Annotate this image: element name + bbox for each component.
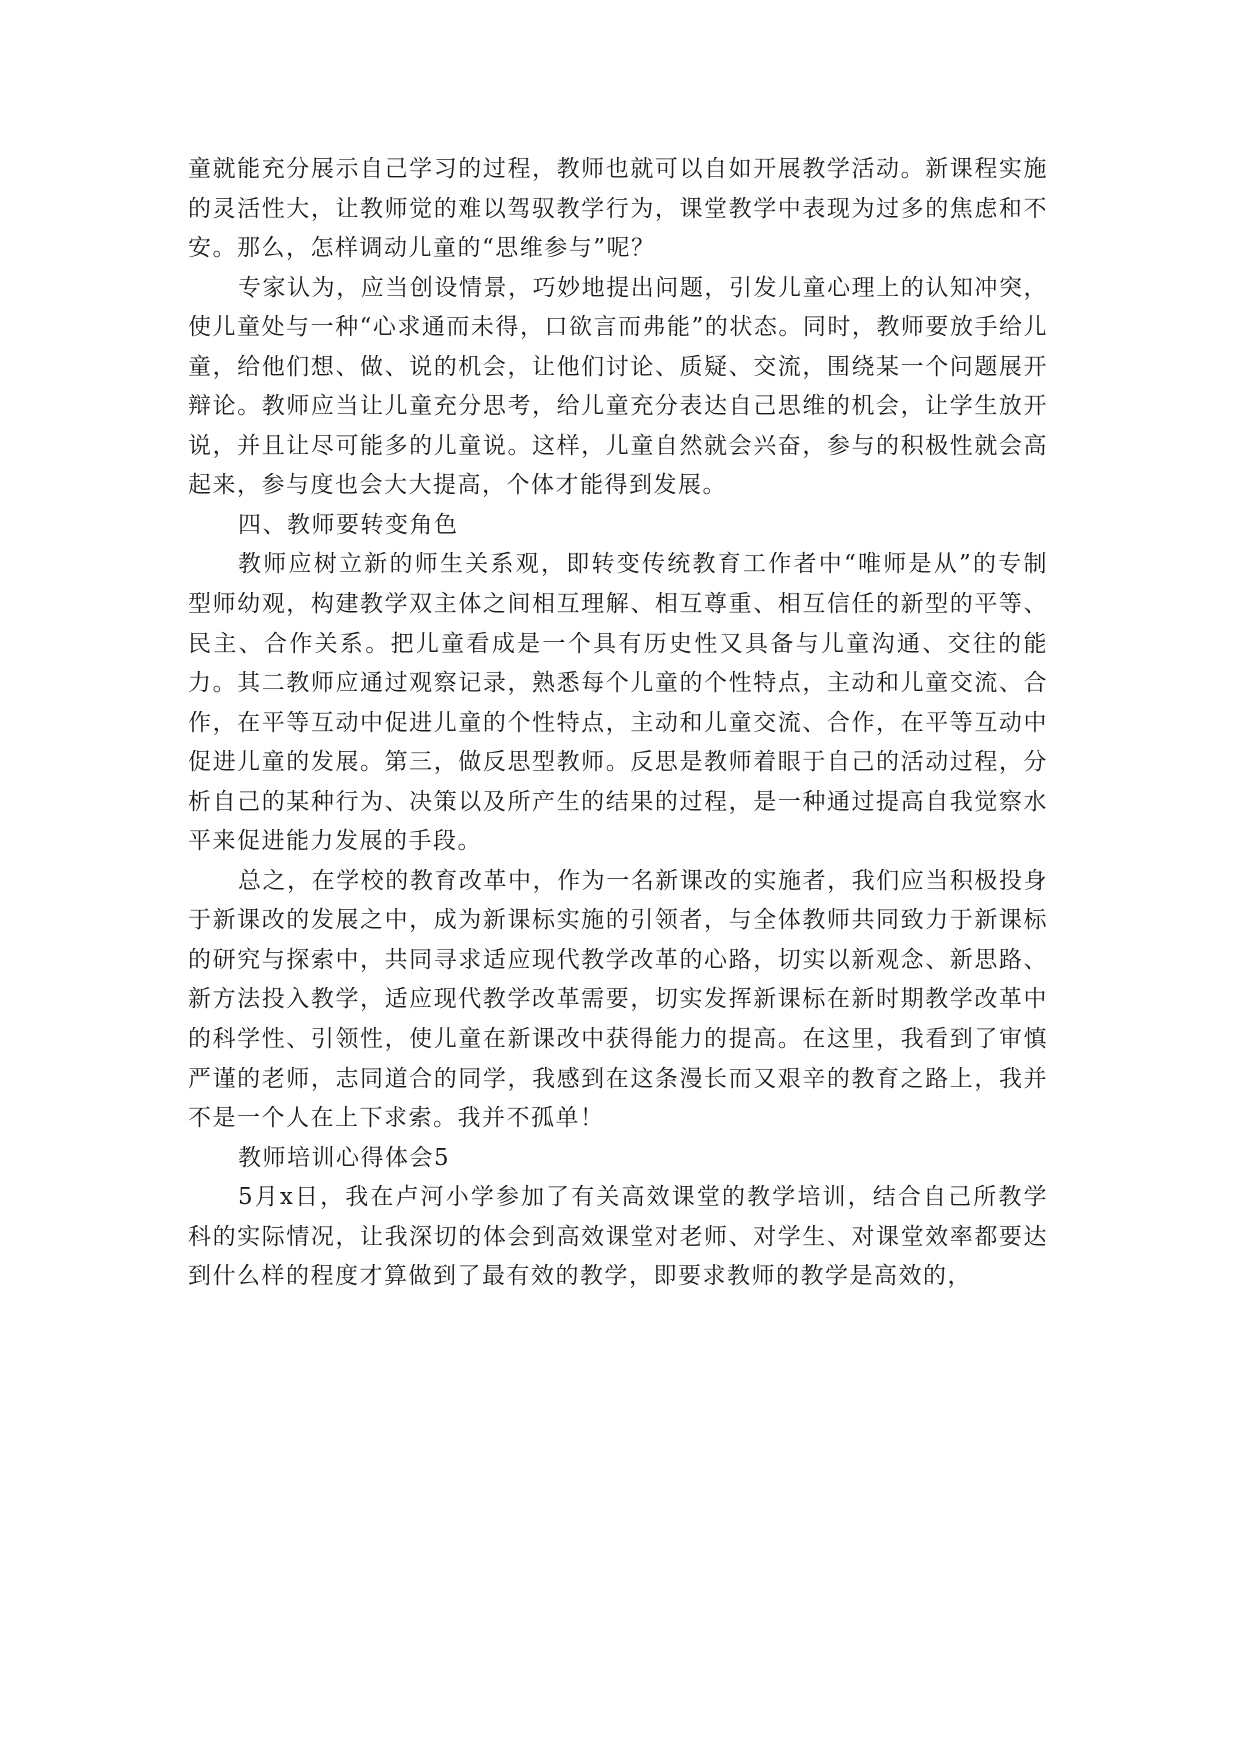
paragraph-teacher-role: 教师应树立新的师生关系观，即转变传统教育工作者中“唯师是从”的专制型师幼观，构建教学双主体之间相互理解、相互尊重、相互信任的新型的平等、民主、合作关系。把儿童看成是一个具有历史性又具备与儿童沟通、交往的能力。其二教师应通过观察记录，熟悉每个儿童的个性特点，主动和儿童交流、合作，在平等互动中促进儿童的个性特点，主动和儿童交流、合作，在平等互动中促进儿童的发展。第三，做反思型教师。反思是教师着眼于自己的活动过程，分析自己的某种行为、决策以及所产生的结果的过程，是一种通过提高自我觉察水平来促进能力发展的手段。 bbox=[188, 551, 1048, 855]
section-heading-teacher-role: 四、教师要转变角色 bbox=[238, 511, 459, 538]
section-heading-training-5: 教师培训心得体会5 bbox=[238, 1144, 451, 1171]
paragraph-continuation: 童就能充分展示自己学习的过程，教师也就可以自如开展教学活动。新课程实施的灵活性大，让教师觉的难以驾驭教学行为，课堂教学中表现为过多的焦虑和不安。那么，怎样调动儿童的“思维参与”呢？ bbox=[188, 156, 1048, 262]
paragraph-training-5: 5月x日，我在卢河小学参加了有关高效课堂的教学培训，结合自己所教学科的实际情况，让我深切的体会到高效课堂对老师、对学生、对课堂效率都要达到什么样的程度才算做到了最有效的教学，即要求教师的教学是高效的， bbox=[188, 1184, 1048, 1290]
document-body bbox=[188, 150, 1048, 1297]
paragraph-expert-opinion: 专家认为，应当创设情景，巧妙地提出问题，引发儿童心理上的认知冲突，使儿童处与一种“心求通而未得，口欲言而弗能”的状态。同时，教师要放手给儿童，给他们想、做、说的机会，让他们讨论、质疑、交流，围绕某一个问题展开辩论。教师应当让儿童充分思考，给儿童充分表达自己思维的机会，让学生放开说，并且让尽可能多的儿童说。这样，儿童自然就会兴奋，参与的积极性就会高起来，参与度也会大大提高，个体才能得到发展。 bbox=[188, 274, 1048, 499]
paragraph-conclusion: 总之，在学校的教育改革中，作为一名新课改的实施者，我们应当积极投身于新课改的发展之中，成为新课标实施的引领者，与全体教师共同致力于新课标的研究与探索中，共同寻求适应现代教学改革的心路，切实以新观念、新思路、新方法投入教学，适应现代教学改革需要，切实发挥新课标在新时期教学改革中的科学性、引领性，使儿童在新课改中获得能力的提高。在这里，我看到了审慎严谨的老师，志同道合的同学，我感到在这条漫长而又艰辛的教育之路上，我并不是一个人在上下求索。我并不孤单！ bbox=[188, 867, 1048, 1132]
